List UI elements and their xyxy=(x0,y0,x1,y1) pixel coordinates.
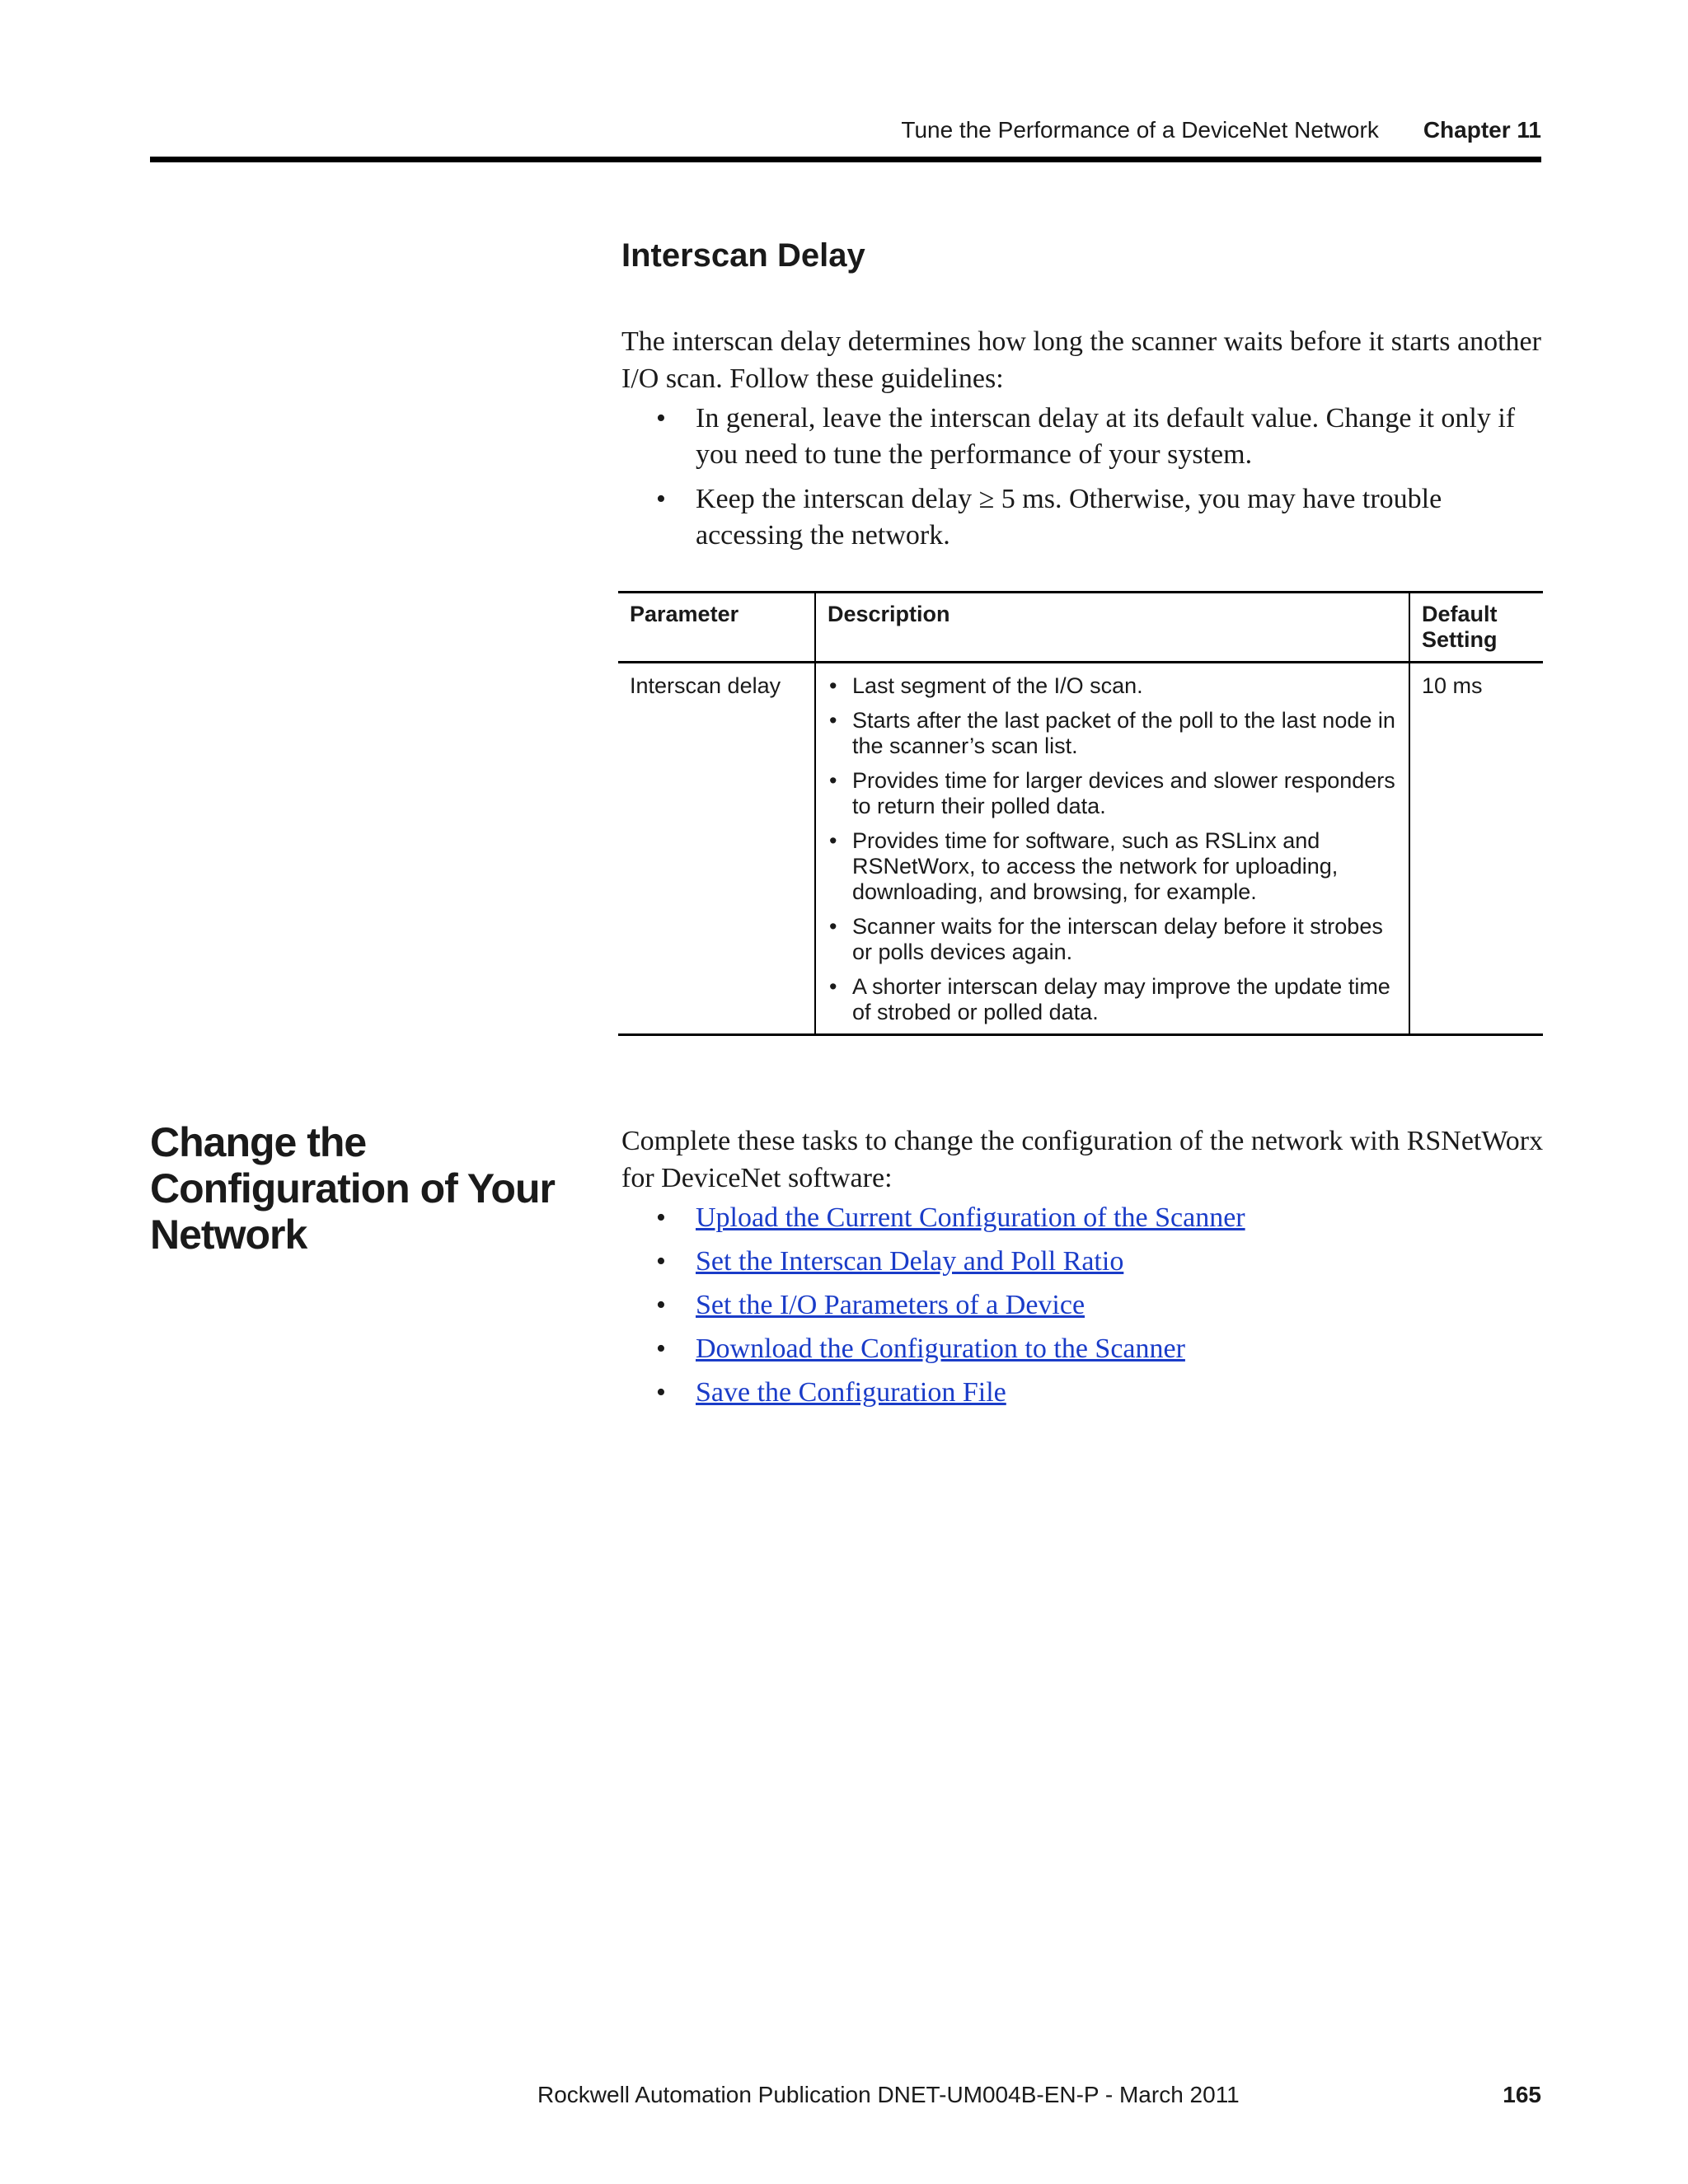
description-text: A shorter interscan delay may improve the update time of strobed or polled data. xyxy=(852,974,1390,1024)
list-item xyxy=(828,828,1399,905)
section-heading-interscan-delay: Interscan Delay xyxy=(621,237,865,274)
link-upload-configuration[interactable]: Upload the Current Configuration of the Scanner xyxy=(696,1202,1245,1233)
description-text: Scanner waits for the interscan delay before it strobes or polls devices again. xyxy=(852,914,1383,964)
task-links-list xyxy=(654,1200,1545,1418)
header-rule xyxy=(150,157,1541,162)
bullet-icon: • xyxy=(829,914,837,939)
list-item xyxy=(654,1375,1545,1411)
list-item xyxy=(828,974,1399,1025)
description-cell xyxy=(815,663,1409,1035)
bullet-icon: • xyxy=(656,403,666,434)
bullet-icon: • xyxy=(656,1377,666,1408)
interscan-intro: The interscan delay determines how long the scanner waits before it starts another I/O scan. Follow these guidelines: xyxy=(621,326,1541,394)
list-item xyxy=(654,401,1545,473)
change-config-intro: Complete these tasks to change the configuration of the network with RSNetWorx for DeviceNet software: xyxy=(621,1126,1544,1193)
column-header-parameter: Parameter xyxy=(630,602,739,626)
bullet-icon: • xyxy=(656,1290,666,1320)
bullet-icon: • xyxy=(829,708,837,733)
header-title: Tune the Performance of a DeviceNet Network xyxy=(901,117,1379,143)
link-set-io-parameters[interactable]: Set the I/O Parameters of a Device xyxy=(696,1290,1085,1320)
header-chapter: Chapter 11 xyxy=(1423,117,1541,143)
default-setting-cell: 10 ms xyxy=(1409,663,1543,1035)
parameter-cell: Interscan delay xyxy=(630,673,781,698)
table-header-row xyxy=(618,593,1543,663)
description-text: Provides time for larger devices and slower responders to return their polled data. xyxy=(852,768,1395,818)
page-number: 165 xyxy=(1503,2082,1541,2107)
running-header xyxy=(901,117,1541,143)
list-item xyxy=(654,1287,1545,1324)
bullet-icon: • xyxy=(829,974,837,999)
bullet-icon: • xyxy=(829,673,837,698)
guideline-text: In general, leave the interscan delay at its default value. Change it only if you need to tune the performance of your system. xyxy=(696,403,1516,470)
section-heading-change-configuration: Change the Configuration of Your Network xyxy=(150,1119,555,1258)
table-row xyxy=(618,663,1543,1035)
column-header-default-setting: Default Setting xyxy=(1409,593,1543,663)
footer-publication: Rockwell Automation Publication DNET-UM004B-EN-P - March 2011 xyxy=(537,2082,1240,2107)
list-item xyxy=(828,673,1399,699)
column-header-description: Description xyxy=(815,593,1409,663)
bullet-icon: • xyxy=(656,1246,666,1277)
guideline-text: Keep the interscan delay ≥ 5 ms. Otherwise, you may have trouble accessing the network. xyxy=(696,484,1442,551)
list-item xyxy=(654,1331,1545,1367)
list-item xyxy=(828,914,1399,965)
link-save-configuration-file[interactable]: Save the Configuration File xyxy=(696,1377,1006,1408)
description-text: Provides time for software, such as RSLinx and RSNetWorx, to access the network for uploading, downloading, and browsing, for example. xyxy=(852,828,1339,904)
bullet-icon: • xyxy=(656,1202,666,1233)
bullet-icon: • xyxy=(829,828,837,853)
parameter-table xyxy=(618,591,1543,1036)
link-set-interscan-delay[interactable]: Set the Interscan Delay and Poll Ratio xyxy=(696,1246,1124,1277)
description-list xyxy=(828,673,1399,1025)
link-download-configuration[interactable]: Download the Configuration to the Scanner xyxy=(696,1333,1185,1364)
list-item xyxy=(828,708,1399,759)
description-text: Last segment of the I/O scan. xyxy=(852,673,1143,698)
list-item xyxy=(828,768,1399,819)
bullet-icon: • xyxy=(656,484,666,514)
list-item xyxy=(654,1244,1545,1280)
list-item xyxy=(654,481,1545,554)
guidelines-list xyxy=(654,401,1545,562)
description-text: Starts after the last packet of the poll to the last node in the scanner’s scan list. xyxy=(852,708,1395,758)
list-item xyxy=(654,1200,1545,1236)
bullet-icon: • xyxy=(656,1333,666,1364)
bullet-icon: • xyxy=(829,768,837,793)
